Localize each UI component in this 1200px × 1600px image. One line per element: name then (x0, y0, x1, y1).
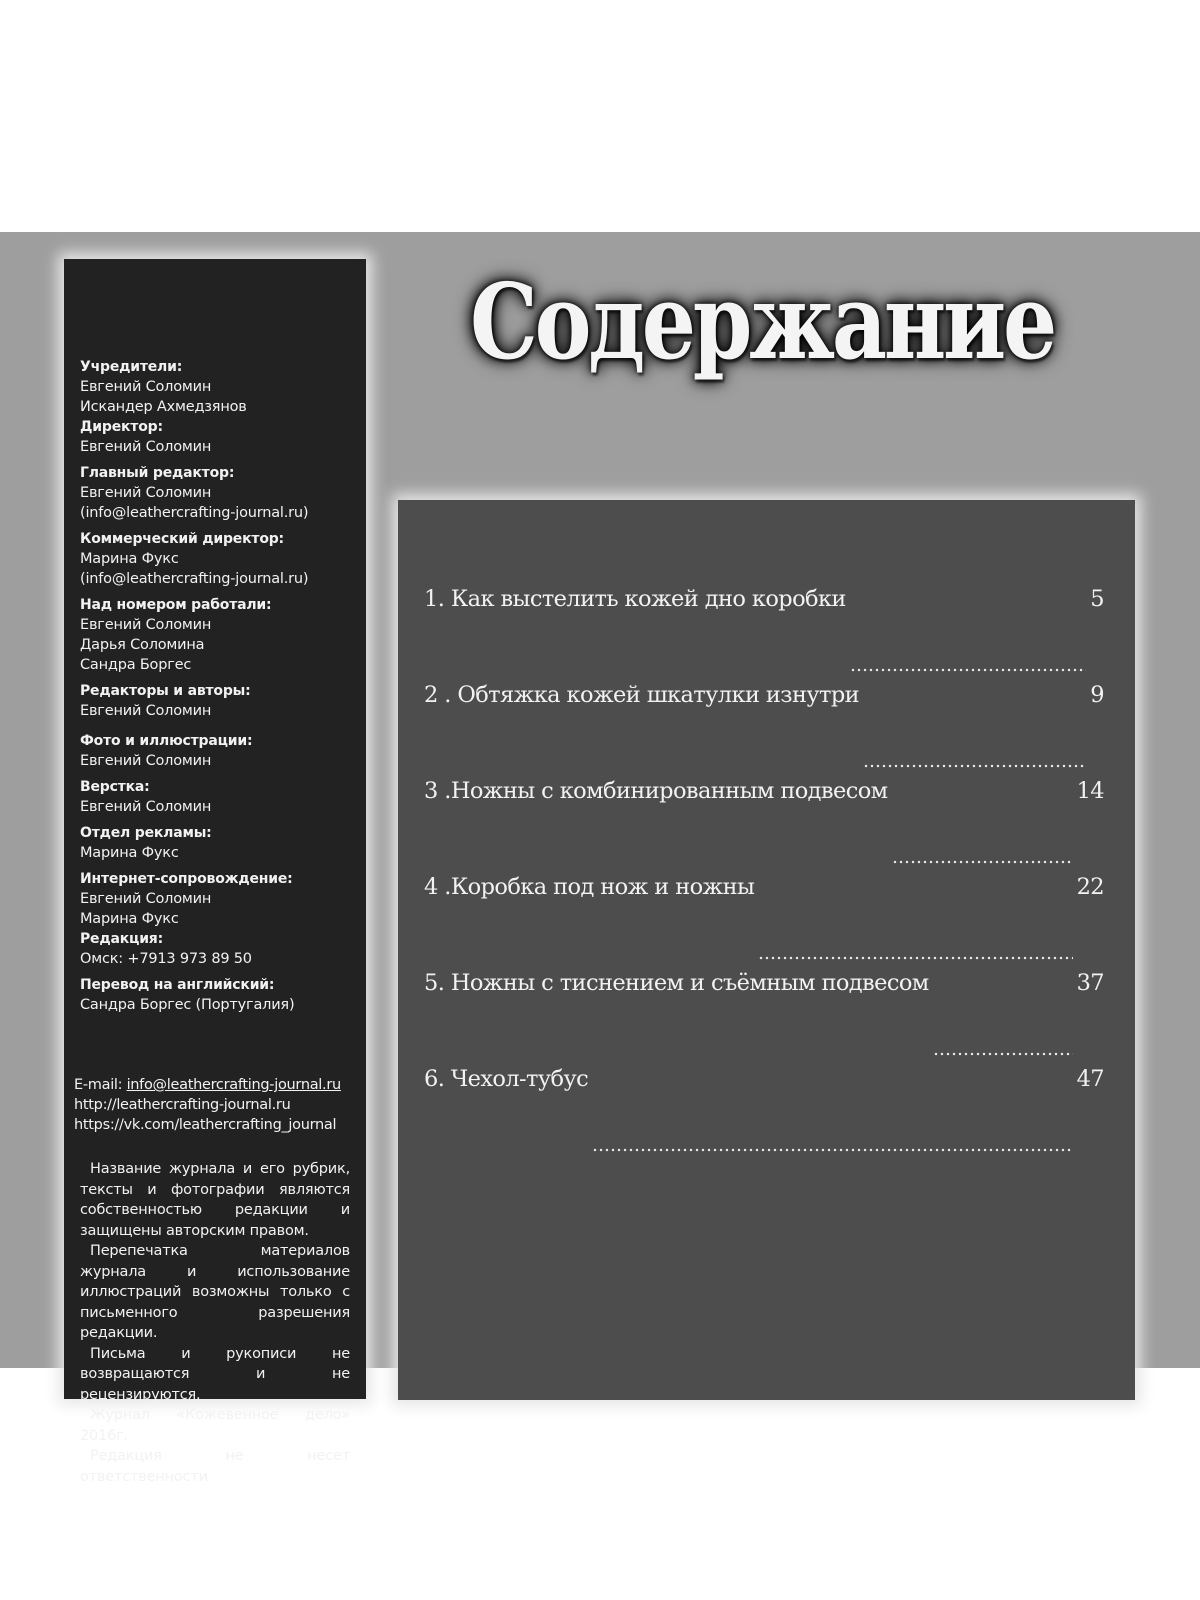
credit-group (80, 357, 360, 417)
credit-group (80, 869, 360, 929)
toc-leader-dots (933, 1049, 1073, 1057)
credit-role: Директор: (80, 419, 163, 435)
toc-item[interactable] (424, 682, 1104, 778)
credit-name: Сандра Боргес (Португалия) (80, 997, 295, 1013)
toc-item-page: 9 (1090, 682, 1104, 708)
credit-role: Редакторы и авторы: (80, 683, 251, 699)
credit-group (80, 823, 360, 863)
credits-list (80, 357, 360, 1015)
toc-leader-dots (892, 857, 1073, 865)
credit-name: Евгений Соломин (80, 485, 212, 501)
notice-paragraph: Письма и рукописи не возвращаются и не рецензируются. (80, 1345, 350, 1403)
contacts-block (74, 1075, 364, 1135)
toc-item-page: 22 (1076, 874, 1104, 900)
credit-group (80, 777, 360, 817)
credit-role: Над номером работали: (80, 597, 272, 613)
credit-role: Интернет-сопровождение: (80, 871, 293, 887)
website-link[interactable]: http://leathercrafting-journal.ru (74, 1097, 291, 1113)
page-title: Содержание (470, 260, 1054, 383)
credit-name: Евгений Соломин (80, 439, 212, 455)
credit-name: Марина Фукс (80, 845, 179, 861)
toc-leader-dots (758, 953, 1072, 961)
credit-group (80, 417, 360, 457)
credit-group (80, 681, 360, 721)
notice-paragraph: Название журнала и его рубрик, тексты и фотографии являются собственностью редакции и защищены авторским правом. (80, 1161, 350, 1239)
credit-role: Фото и иллюстрации: (80, 733, 253, 749)
credit-role: Учредители: (80, 359, 183, 375)
credit-name: Евгений Соломин (80, 617, 212, 633)
credit-role: Коммерческий директор: (80, 531, 284, 547)
credit-name: Марина Фукс (80, 911, 179, 927)
notice-paragraph: Журнал «Кожевенное дело» 2016г. (80, 1407, 350, 1444)
toc-item-title: 5. Ножны с тиснением и съёмным подвесом (424, 970, 929, 996)
credit-name: Искандер Ахмедзянов (80, 399, 247, 415)
toc-list (424, 586, 1104, 1162)
toc-item[interactable] (424, 586, 1104, 682)
email-link[interactable]: info@leathercrafting-journal.ru (126, 1077, 341, 1093)
toc-item-title: 6. Чехол-тубус (424, 1066, 589, 1092)
notice-paragraph: Редакция не несет ответственности (80, 1448, 350, 1485)
credit-role: Главный редактор: (80, 465, 235, 481)
credit-group (80, 929, 360, 969)
toc-panel (398, 500, 1135, 1400)
toc-leader-dots (592, 1145, 1072, 1153)
magazine-page (0, 232, 1200, 1485)
editorial-phone: Омск: +7913 973 89 50 (80, 951, 252, 967)
toc-item[interactable] (424, 1066, 1104, 1162)
email-label: E-mail: (74, 1077, 127, 1093)
credit-name: Евгений Соломин (80, 891, 212, 907)
credit-group (80, 463, 360, 523)
toc-item-title: 3 .Ножны с комбинированным подвесом (424, 778, 888, 804)
toc-item-page: 14 (1076, 778, 1104, 804)
toc-item[interactable] (424, 874, 1104, 970)
toc-item[interactable] (424, 970, 1104, 1066)
credit-name: Евгений Соломин (80, 703, 212, 719)
toc-item-title: 4 .Коробка под нож и ножны (424, 874, 755, 900)
toc-leader-dots (850, 665, 1086, 673)
credit-name: Сандра Боргес (80, 657, 192, 673)
credit-name: Евгений Соломин (80, 799, 212, 815)
credit-group (80, 975, 360, 1015)
credit-role: Редакция: (80, 931, 163, 947)
contact-email-line (74, 1075, 364, 1095)
toc-leader-dots (863, 761, 1086, 769)
credit-role: Отдел рекламы: (80, 825, 212, 841)
copyright-notice (80, 1159, 350, 1487)
credit-group (80, 529, 360, 589)
credit-role: Верстка: (80, 779, 150, 795)
credit-email[interactable]: (info@leathercrafting-journal.ru) (80, 571, 309, 587)
notice-paragraph: Перепечатка материалов журнала и использование иллюстраций возможны только с письменного разрешения редакции. (80, 1243, 350, 1341)
credit-name: Дарья Соломина (80, 637, 205, 653)
masthead-column (64, 259, 366, 1485)
toc-item-title: 2 . Обтяжка кожей шкатулки изнутри (424, 682, 860, 708)
toc-item-title: 1. Как выстелить кожей дно коробки (424, 586, 846, 612)
credit-group (80, 595, 360, 675)
toc-item-page: 37 (1076, 970, 1104, 996)
credit-name: Евгений Соломин (80, 379, 212, 395)
credit-name: Евгений Соломин (80, 753, 212, 769)
toc-item-page: 5 (1090, 586, 1104, 612)
vk-link[interactable]: https://vk.com/leathercrafting_journal (74, 1117, 337, 1133)
credit-role: Перевод на английский: (80, 977, 275, 993)
credit-name: Марина Фукс (80, 551, 179, 567)
credit-email[interactable]: (info@leathercrafting-journal.ru) (80, 505, 309, 521)
toc-item[interactable] (424, 778, 1104, 874)
toc-item-page: 47 (1076, 1066, 1104, 1092)
credit-group (80, 731, 360, 771)
